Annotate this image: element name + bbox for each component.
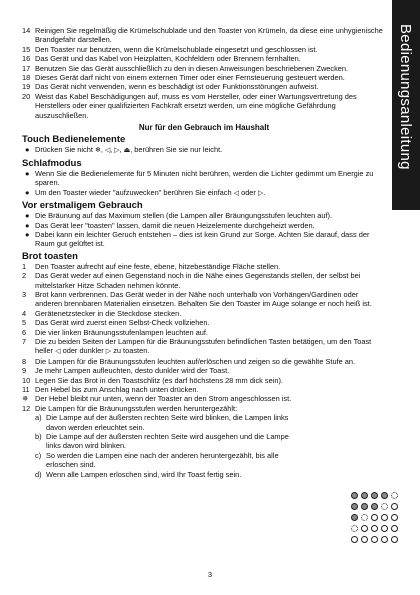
item-text: Gerätenetzstecker in die Steckdose stecken. bbox=[35, 308, 182, 318]
touch-bullet bbox=[22, 145, 386, 155]
first-use-bullet bbox=[22, 230, 386, 249]
sleep-bullet bbox=[22, 169, 386, 188]
lamp-off-icon bbox=[381, 525, 388, 532]
lamp-on-icon bbox=[371, 503, 378, 510]
item-text: Je mehr Lampen aufleuchten, desto dunkler wird der Toast. bbox=[35, 366, 230, 376]
lamp-on-icon bbox=[351, 492, 358, 499]
bullet-dot: ● bbox=[25, 168, 30, 178]
toast-step: 7 Die zu beiden Seiten der Lampen für die Bräunungsstufen befindlichen Tasten betätigen, um den Toast heller ◁ oder dunkler ▷ zu toasten. bbox=[22, 336, 372, 356]
first-use-heading: Vor erstmaligem Gebrauch bbox=[22, 200, 143, 212]
household-heading: Nur für den Gebrauch im Haushalt bbox=[138, 123, 270, 133]
bullet-dot: ● bbox=[25, 187, 30, 197]
lamp-off-icon bbox=[351, 536, 358, 543]
lamp-on-icon bbox=[361, 492, 368, 499]
countdown-step: c) So werden die Lampen eine nach der anderen heruntergezählt, bis alle erloschen sind. bbox=[22, 451, 292, 470]
lamp-off-icon bbox=[371, 525, 378, 532]
toast-step: 4 Gerätenetzstecker in die Steckdose stecken. bbox=[22, 309, 386, 318]
toast-step: 6 Die vier linken Bräunungsstufenlampen leuchten auf. bbox=[22, 328, 386, 337]
toast-step: 3 Brot kann verbrennen. Das Gerät weder in der Nähe noch unterhalb von Vorhängen/Gardinen oder anderen brennbaren Materialien einsetzen. Behalten Sie den Toaster im Auge solange er noch heiß ist. bbox=[22, 290, 386, 309]
lamp-on-icon bbox=[351, 514, 358, 521]
lamp-off-icon bbox=[361, 525, 368, 532]
sleep-text-end: . bbox=[263, 187, 266, 197]
toast-step: 8 Die Lampen für die Bräunungsstufen leuchten auf/erlöschen und zeigen so die gewählte Stufe an. bbox=[22, 357, 386, 366]
item-text: Dieses Gerät darf nicht von einem externen Timer oder einer Fernsteuerung gesteuert werden. bbox=[35, 73, 345, 83]
toast-step: 9 Je mehr Lampen aufleuchten, desto dunkler wird der Toast. bbox=[22, 366, 386, 375]
item-text: Die Lampen für die Bräunungsstufen leuchten auf/erlöschen und zeigen so die gewählte Stufe an. bbox=[35, 356, 356, 366]
bullet-text: Das Gerät leer "toasten" lassen, damit die neuen Heizelemente durchgeheizt werden. bbox=[35, 220, 315, 230]
item-text: Den Hebel bis zum Anschlag nach unten drücken. bbox=[35, 385, 199, 394]
toast-step: 11 Den Hebel bis zum Anschlag nach unten drücken. bbox=[22, 385, 386, 394]
lamp-off-icon bbox=[361, 536, 368, 543]
lamp-diagram-d bbox=[351, 525, 398, 532]
toast-step: 1 Den Toaster aufrecht auf eine feste, ebene, hitzebeständige Fläche stellen. bbox=[22, 262, 386, 271]
bullet-dot: ● bbox=[25, 220, 30, 230]
left-arrow-icon: ◁, bbox=[104, 147, 113, 155]
right-arrow-icon: ▷ bbox=[257, 189, 264, 197]
countdown-step: d) Wenn alle Lampen erloschen sind, wird Ihr Toast fertig sein. bbox=[22, 470, 292, 479]
power-note bbox=[22, 394, 386, 403]
item-text: Das Gerät weder auf einen Gegenstand noch in die Nähe eines Gegenstands stellen, der selbst bei mittelstarker Hitze Schaden nehmen könnte. bbox=[35, 271, 361, 290]
item-text: Das Gerät wird zuerst einen Selbst-Check vollziehen. bbox=[35, 318, 210, 328]
countdown-step: b) Die Lampe auf der äußersten rechten Seite wird ausgehen und die Lampe links davon wird blinken. bbox=[22, 432, 292, 451]
power-note-text: Der Hebel bleibt nur unten, wenn der Toaster an den Strom angeschlossen ist. bbox=[35, 394, 292, 404]
toast-steps bbox=[22, 357, 386, 395]
lamp-off-icon bbox=[371, 536, 378, 543]
lamp-off-icon bbox=[381, 536, 388, 543]
lamp-on-icon bbox=[361, 503, 368, 510]
left-arrow-icon: ◁ bbox=[233, 189, 240, 197]
safety-item: 19 Das Gerät nicht verwenden, wenn es beschädigt ist oder Funktionsstörungen aufweist. bbox=[22, 82, 386, 91]
lamp-diagram-e bbox=[351, 536, 398, 543]
lamp-on-icon bbox=[351, 503, 358, 510]
section-tab-label: Bedienungsanleitung bbox=[397, 24, 414, 170]
countdown-text: Wenn alle Lampen erloschen sind, wird Ihr Toast fertig sein. bbox=[46, 469, 242, 479]
right-arrow-icon: ▷ bbox=[105, 348, 112, 356]
countdown-text: Die Lampe auf der äußersten rechten Seite wird blinken, die Lampen links davon werden erleuchtet sein. bbox=[46, 413, 289, 432]
safety-item: 16 Das Gerät und das Kabel von Heizplatten, Kochfeldern oder Brennern fernhalten. bbox=[22, 54, 386, 63]
countdown-list bbox=[22, 413, 386, 479]
item-text: Benutzen Sie das Gerät ausschließlich zu den in diesen Anweisungen beschriebenen Zwecken. bbox=[35, 63, 349, 73]
lamp-off-icon bbox=[391, 503, 398, 510]
first-use-bullet bbox=[22, 221, 386, 230]
lamp-diagram-c bbox=[351, 514, 398, 521]
toast-step: 10 Legen Sie das Brot in den Toastschlitz (es darf höchstens 28 mm dick sein). bbox=[22, 376, 386, 385]
step-text: oder dunkler bbox=[62, 346, 104, 356]
item-text: Brot kann verbrennen. Das Gerät weder in der Nähe noch unterhalb von Vorhängen/Gardinen oder anderen brennbaren Materialien einsetzen. Behalten Sie den Toaster im Auge solange er noch heiß ist. bbox=[35, 289, 372, 309]
lamp-diagram-b bbox=[351, 503, 398, 510]
item-text: Das Gerät und das Kabel von Heizplatten, Kochfeldern oder Brennern fernhalten. bbox=[35, 54, 301, 64]
lamp-diagram-a bbox=[351, 492, 398, 499]
lamp-blink-icon bbox=[361, 514, 368, 521]
lamp-blink-icon bbox=[351, 525, 358, 532]
step-text: Die Lampen für die Bräunungsstufen werden heruntergezählt: bbox=[35, 403, 238, 413]
first-use-bullet bbox=[22, 211, 386, 220]
lamp-on-icon bbox=[371, 492, 378, 499]
lamp-off-icon bbox=[391, 536, 398, 543]
sleep-text-or: oder bbox=[241, 187, 256, 197]
safety-item: 14 Reinigen Sie regelmäßig die Krümelschublade und den Toaster von Krümeln, da diese eine unhygienische Brandgefahr darstellen. bbox=[22, 26, 386, 45]
sleep-text: Um den Toaster wieder "aufzuwecken" berühren Sie einfach bbox=[35, 187, 232, 197]
step-text: zu toasten. bbox=[113, 346, 150, 356]
sun-icon: ✵ bbox=[22, 394, 29, 404]
safety-item: 18 Dieses Gerät darf nicht von einem externen Timer oder einer Fernsteuerung gesteuert werden. bbox=[22, 73, 386, 82]
bullet-dot: ● bbox=[25, 145, 30, 155]
toast-step: 2 Das Gerät weder auf einen Gegenstand noch in die Nähe eines Gegenstands stellen, der selbst bei mittelstarker Hitze Schaden nehmen könnte. bbox=[22, 271, 386, 290]
item-text: Den Toaster aufrecht auf eine feste, ebene, hitzebeständige Fläche stellen. bbox=[35, 261, 281, 271]
item-text: Das Gerät nicht verwenden, wenn es beschädigt ist oder Funktionsstörungen aufweist. bbox=[35, 82, 319, 92]
sleep-text: Wenn Sie die Bedienelemente für 5 Minuten nicht berühren, werden die Lichter gedimmt um Energie zu sparen. bbox=[35, 168, 374, 188]
touch-heading: Touch Bedienelemente bbox=[22, 134, 126, 146]
sleep-bullet bbox=[22, 188, 386, 198]
safety-item: 15 Den Toaster nur benutzen, wenn die Krümelschublade eingesetzt und geschlossen ist. bbox=[22, 45, 386, 54]
countdown-text: So werden die Lampen eine nach der anderen heruntergezählt, bis alle erloschen sind. bbox=[46, 450, 279, 470]
toast-steps bbox=[22, 262, 386, 337]
lamp-blink-icon bbox=[391, 492, 398, 499]
bullet-text: Die Bräunung auf das Maximum stellen (die Lampen aller Bräungungsstufen leuchten auf). bbox=[35, 211, 333, 221]
safety-item: 17 Benutzen Sie das Gerät ausschließlich zu den in diesen Anweisungen beschriebenen Zwecken. bbox=[22, 64, 386, 73]
item-text: Reinigen Sie regelmäßig die Krümelschublade und den Toaster von Krümeln, da diese eine unhygienische Brandgefahr darstellen. bbox=[35, 26, 383, 45]
bullet-text: Dabei kann ein leichter Geruch entstehen – dies ist kein Grund zur Sorge. Achten Sie darauf, dass der Raum gut gelüftet ist. bbox=[35, 229, 370, 249]
lamp-on-icon bbox=[381, 492, 388, 499]
bullet-dot: ● bbox=[25, 229, 30, 239]
bullet-dot: ● bbox=[25, 211, 30, 221]
toast-step: 5 Das Gerät wird zuerst einen Selbst-Check vollziehen. bbox=[22, 318, 386, 327]
lamp-off-icon bbox=[391, 514, 398, 521]
safety-item: 20 Weist das Kabel Beschädigungen auf, muss es vom Hersteller, oder einer Wartungsvertretung des Herstellers oder einer qualifizierten Fachkraft ersetzt werden, um eine mögliche Gefährdung auszuschließen. bbox=[22, 92, 386, 120]
snowflake-icon: ❄, bbox=[94, 147, 103, 155]
item-text: Den Toaster nur benutzen, wenn die Krümelschublade eingesetzt und geschlossen ist. bbox=[35, 44, 318, 54]
countdown-text: Die Lampe auf der äußersten rechten Seite wird ausgehen und die Lampe links davon wird blinken. bbox=[46, 432, 289, 451]
lamp-off-icon bbox=[371, 514, 378, 521]
sleep-heading: Schlafmodus bbox=[22, 157, 82, 169]
page-number: 3 bbox=[207, 570, 213, 579]
countdown-step: a) Die Lampe auf der äußersten rechten Seite wird blinken, die Lampen links davon werden erleuchtet sein. bbox=[22, 413, 292, 432]
toast-heading: Brot toasten bbox=[22, 250, 78, 262]
touch-text-end: berühren Sie sie nur leicht. bbox=[134, 145, 223, 155]
step-text: Die zu beiden Seiten der Lampen für die Bräunungsstufen befindlichen Tasten betätigen, um den Toast heller bbox=[35, 336, 372, 356]
cancel-icon: ⏏, bbox=[123, 147, 133, 155]
safety-list bbox=[22, 26, 386, 120]
right-arrow-icon: ▷, bbox=[114, 147, 122, 155]
lamp-off-icon bbox=[391, 525, 398, 532]
touch-text: Drücken Sie nicht bbox=[35, 145, 93, 155]
item-text: Legen Sie das Brot in den Toastschlitz (es darf höchstens 28 mm dick sein). bbox=[35, 375, 283, 385]
item-text: Die vier linken Bräunungsstufenlampen leuchten auf. bbox=[35, 327, 208, 337]
left-arrow-icon: ◁ bbox=[55, 348, 61, 356]
lamp-off-icon bbox=[381, 514, 388, 521]
toast-step: 12 Die Lampen für die Bräunungsstufen werden heruntergezählt: bbox=[22, 404, 386, 413]
section-tab bbox=[392, 0, 420, 210]
lamp-blink-icon bbox=[381, 503, 388, 510]
item-text: Weist das Kabel Beschädigungen auf, muss es vom Hersteller, oder einer Wartungsvertretung des Herstellers oder einer qualifizierten Fachkraft ersetzt werden, um eine mögliche Gefährdung auszuschließen. bbox=[35, 91, 357, 120]
first-use-list bbox=[22, 211, 386, 249]
instruction-page bbox=[22, 26, 386, 479]
